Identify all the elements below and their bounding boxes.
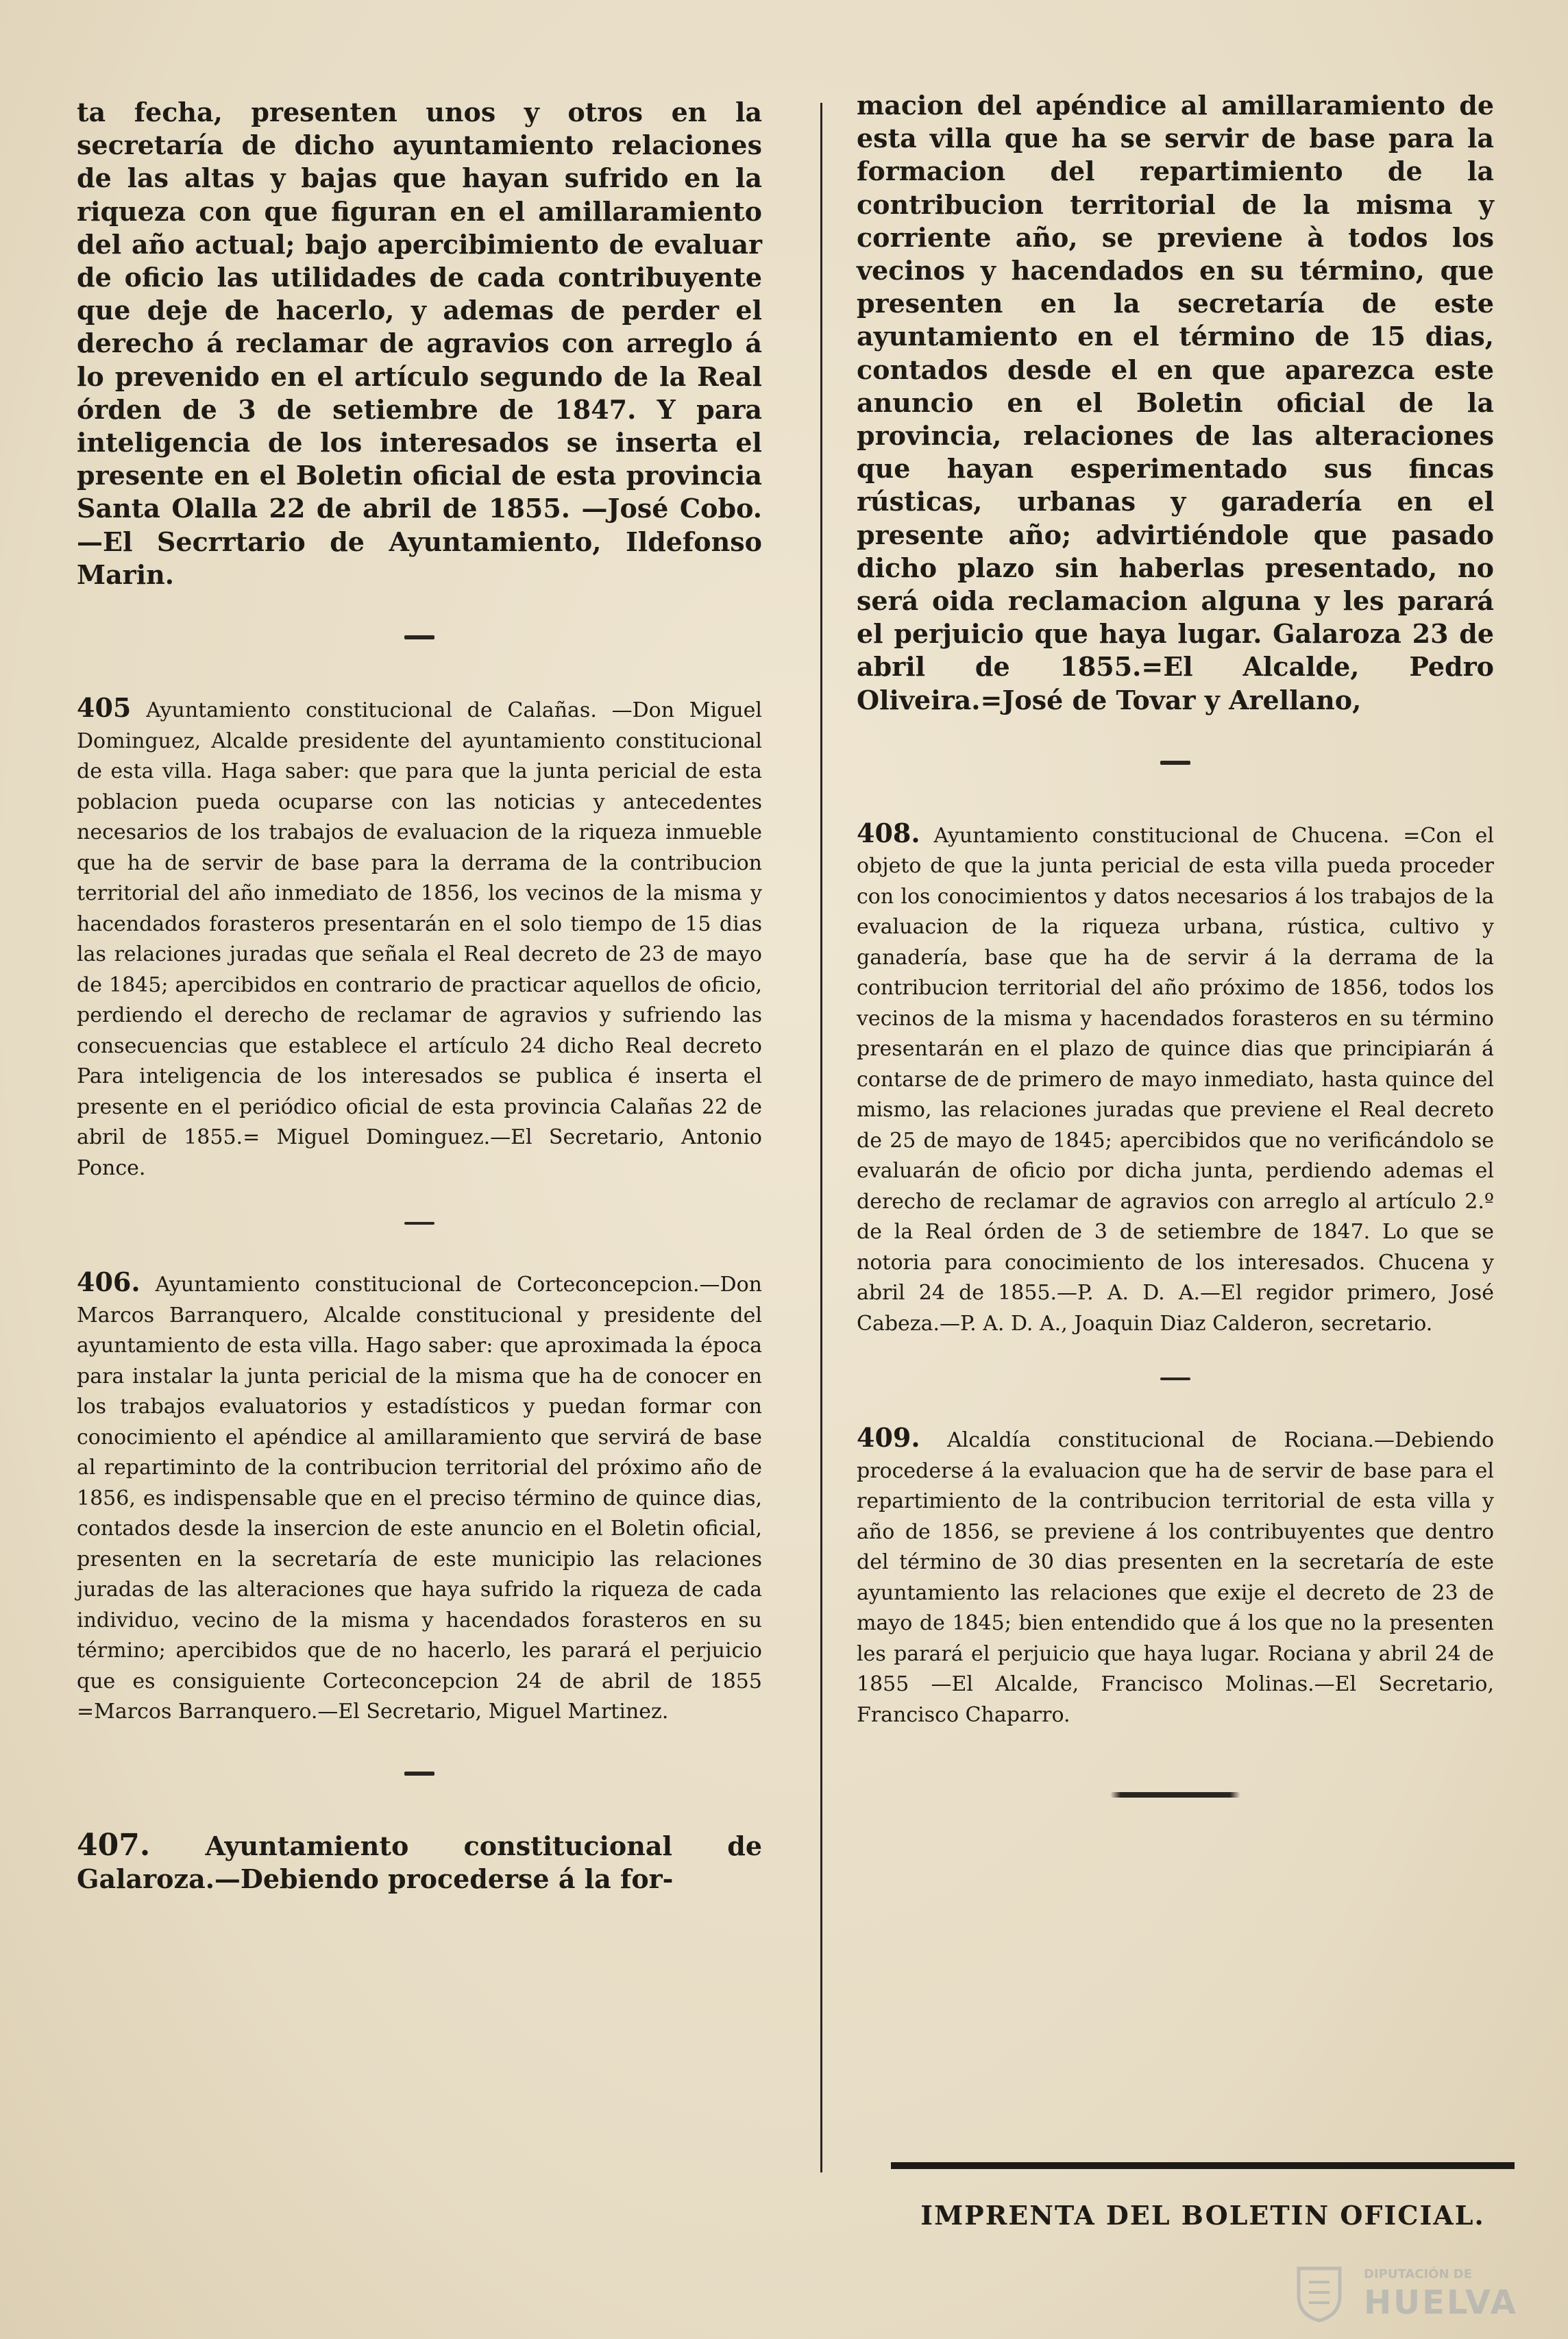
watermark-main-text: HUELVA	[1364, 2283, 1518, 2322]
crest-icon	[1288, 2262, 1350, 2323]
notice-text: Ayuntamiento constitucional de Chucena. =Con el objeto de que la junta pericial de esta villa pueda proceder con los conocimientos y datos necesarios á los trabajos de la evaluacion de la riqueza urbana, rústica, cultivo y ganadería, base que ha de servir á la derrama de la contribucion territorial del año próximo de 1856, todos los vecinos de la misma y hacendados forasteros en su término presentarán en el plazo de quince dias que principiarán á contarse de de primero de mayo inmediato, hasta quince del mismo, las relaciones juradas que previene el Real decreto de 25 de mayo de 1845; apercibidos que no verificándolo se evaluarán de oficio por dicha junta, perdiendo ademas el derecho de reclamar de agravios con arreglo al artículo 2.º de la Real órden de 3 de setiembre de 1847. Lo que se notoria para conocimiento de los interesados. Chucena y abril 24 de 1855.—P. A. D. A.—El regidor primero, José Cabeza.—P. A. D. A., Joaquin Diaz Calderon, secretario.	[857, 823, 1494, 1336]
section-separator	[1160, 761, 1190, 765]
footer-imprint: IMPRENTA DEL BOLETIN OFICIAL.	[920, 2200, 1485, 2231]
continued-notice-text: ta fecha, presenten unos y otros en la secretaría de dicho ayuntamiento relaciones de las altas y bajas que hayan sufrido en la riqueza con que figuran en el amillaramiento del año actual; bajo apercibimiento de evaluar de oficio las utilidades de cada contribuyente que deje de hacerlo, y ademas de perder el derecho á reclamar de agravios con arreglo á lo prevenido en el artículo segundo de la Real órden de 3 de setiembre de 1847. Y para inteligencia de los interesados se inserta el presente en el Boletin oficial de esta provincia Santa Olalla 22 de abril de 1855. —José Cobo.—El Secrrtario de Ayuntamiento, Ildefonso Marin.	[77, 97, 762, 590]
notice-text: Ayuntamiento constitucional de Galaroza.—Debiendo procederse á la for-	[77, 1830, 762, 1894]
notice-number: 405	[77, 692, 132, 724]
notice-408	[857, 818, 1494, 1340]
notice-text: Ayuntamiento constitucional de Corteconcepcion.—Don Marcos Barranquero, Alcalde constitucional y presidente del ayuntamiento de esta villa. Hago saber: que aproximada la época para instalar la junta pericial de la misma que ha de conocer en los trabajos evaluatorios y estadísticos y puedan formar con conocimiento el apéndice al amillaramiento que servirá de base al repartiminto de la contribucion territorial del próximo año de 1856, es indispensable que en el preciso término de quince dias, contados desde la insercion de este anuncio en el Boletin oficial, presenten en la secretaría de este municipio las relaciones juradas de las alteraciones que haya sufrido la riqueza de cada individuo, vecino de la misma y hacendados forasteros en su término; apercibidos que de no hacerlo, les parará el perjuicio que es consiguiente Corteconcepcion 24 de abril de 1855 =Marcos Barranquero.—El Secretario, Miguel Martinez.	[77, 1273, 762, 1724]
notice-406	[77, 1267, 762, 1728]
section-separator	[1160, 1377, 1190, 1380]
notice-409	[857, 1423, 1494, 1730]
column-divider	[820, 103, 822, 2172]
notice-405	[77, 693, 762, 1184]
right-column	[857, 89, 1494, 1798]
section-separator	[404, 635, 434, 639]
end-ornament	[1110, 1792, 1240, 1798]
notice-number: 406.	[77, 1266, 140, 1298]
archive-watermark	[1288, 2262, 1518, 2323]
left-column	[77, 96, 762, 1896]
notice-text: Ayuntamiento constitucional de Calañas. —Don Miguel Dominguez, Alcalde presidente del ayuntamiento constitucional de esta villa. Haga saber: que para que la junta pericial de esta poblacion pueda ocuparse con las noticias y antecedentes necesarios de los trabajos de evaluacion de la riqueza inmueble que ha de servir de base para la derrama de la contribucion territorial del año inmediato de 1856, los vecinos de la misma y hacendados forasteros presentarán en el solo tiempo de 15 dias las relaciones juradas que señala el Real decreto de 23 de mayo de 1845; apercibidos en contrario de practicar aquellos de oficio, perdiendo el derecho de reclamar de agravios y sufriendo las consecuencias que establece el artículo 24 dicho Real decreto Para inteligencia de los interesados se publica é inserta el presente en el periódico oficial de esta provincia Calañas 22 de abril de 1855.= Miguel Dominguez.—El Secretario, Antonio Ponce.	[77, 698, 762, 1180]
notice-number: 407.	[77, 1827, 151, 1863]
section-separator	[404, 1772, 434, 1776]
notice-text: Alcaldía constitucional de Rociana.—Debiendo procederse á la evaluacion que ha de servir de base para el repartimiento de la contribucion territorial de esta villa y año de 1856, se previene á los contribuyentes que dentro del término de 30 dias presenten en la secretaría de este ayuntamiento las relaciones que exije el decreto de 23 de mayo de 1845; bien entendido que á los que no la presenten les parará el perjuicio que haya lugar. Rociana y abril 24 de 1855 —El Alcalde, Francisco Molinas.—El Secretario, Francisco Chaparro.	[857, 1428, 1495, 1727]
section-separator	[404, 1222, 434, 1225]
notice-407-start	[77, 1829, 762, 1896]
notice-407-end: macion del apéndice al amillaramiento de esta villa que ha se servir de base para la formacion del repartimiento de la contribucion territorial de la misma y corriente año, se previene à todos los vecinos y hacendados en su término, que presenten en la secretaría de este ayuntamiento en el término de 15 dias, contados desde el en que aparezca este anuncio en el Boletin oficial de la provincia, relaciones de las alteraciones que hayan esperimentado sus fincas rústicas, urbanas y garadería en el presente año; advirtiéndole que pasado dicho plazo sin haberlas presentado, no será oida reclamacion alguna y les parará el perjuicio que haya lugar. Galaroza 23 de abril de 1855.=El Alcalde, Pedro Oliveira.=José de Tovar y Arellano,	[857, 90, 1494, 715]
watermark-small-text: DIPUTACIÓN DE	[1364, 2267, 1473, 2281]
footer-rule	[891, 2162, 1515, 2169]
notice-number: 408.	[857, 817, 920, 848]
notice-number: 409.	[857, 1422, 920, 1454]
